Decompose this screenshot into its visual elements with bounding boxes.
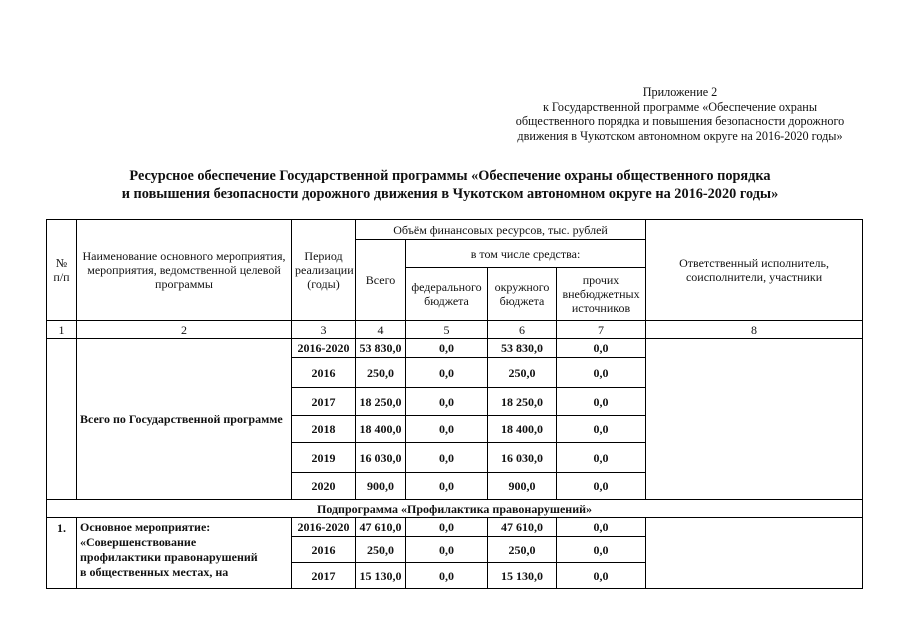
district-cell: 250,0 — [488, 358, 557, 388]
col-number: 8 — [646, 321, 863, 339]
federal-cell: 0,0 — [406, 388, 488, 416]
federal-cell: 0,0 — [406, 518, 488, 537]
item-number: 1. — [47, 518, 77, 589]
other-cell: 0,0 — [557, 416, 646, 443]
other-cell: 0,0 — [557, 358, 646, 388]
district-cell: 53 830,0 — [488, 339, 557, 358]
header-name: Наименование основного мероприятия, мероприятия, ведомственной целевой программы — [77, 220, 292, 321]
document-title — [40, 167, 860, 203]
header-period: Период реализации (годы) — [292, 220, 356, 321]
header-federal: федерального бюджета — [406, 268, 488, 321]
header-including: в том числе средства: — [406, 240, 646, 268]
total-label: Всего по Государственной программе — [77, 339, 292, 500]
period-cell: 2017 — [292, 388, 356, 416]
appendix-line: общественного порядка и повышения безопасности дорожного — [515, 114, 845, 128]
total-cell: 47 610,0 — [356, 518, 406, 537]
other-cell: 0,0 — [557, 339, 646, 358]
header-volume: Объём финансовых ресурсов, тыс. рублей — [356, 220, 646, 240]
col-number: 1 — [47, 321, 77, 339]
district-cell: 900,0 — [488, 473, 557, 500]
federal-cell: 0,0 — [406, 339, 488, 358]
district-cell: 16 030,0 — [488, 443, 557, 473]
federal-cell: 0,0 — [406, 416, 488, 443]
item-responsible-cell — [646, 518, 863, 589]
period-cell: 2016 — [292, 358, 356, 388]
other-cell: 0,0 — [557, 388, 646, 416]
total-cell: 53 830,0 — [356, 339, 406, 358]
period-cell: 2018 — [292, 416, 356, 443]
district-cell: 250,0 — [488, 537, 557, 563]
resource-table — [46, 219, 863, 589]
title-line-2: и повышения безопасности дорожного движения в Чукотском автономном округе на 2016-2020 годы» — [121, 186, 779, 202]
other-cell: 0,0 — [557, 443, 646, 473]
federal-cell: 0,0 — [406, 358, 488, 388]
federal-cell: 0,0 — [406, 473, 488, 500]
item-name-line: «Совершенствование — [80, 535, 197, 549]
col-number: 3 — [292, 321, 356, 339]
title-line-1: Ресурсное обеспечение Государственной программы «Обеспечение охраны общественного порядка — [129, 168, 771, 184]
item-name-line: в общественных местах, на — [80, 565, 229, 579]
column-number-row — [47, 321, 863, 339]
subprogram-title: Подпрограмма «Профилактика правонарушений» — [47, 500, 863, 518]
appendix-line: к Государственной программе «Обеспечение охраны — [542, 99, 818, 114]
appendix-note — [470, 85, 890, 143]
header-num: № п/п — [47, 220, 77, 321]
total-num-cell — [47, 339, 77, 500]
period-cell: 2016-2020 — [292, 518, 356, 537]
period-cell: 2019 — [292, 443, 356, 473]
subprogram-row — [47, 500, 863, 518]
federal-cell: 0,0 — [406, 443, 488, 473]
period-cell: 2016-2020 — [292, 339, 356, 358]
other-cell: 0,0 — [557, 563, 646, 589]
table-row — [47, 518, 863, 537]
total-responsible-cell — [646, 339, 863, 500]
header-district: окружного бюджета — [488, 268, 557, 321]
item-name-line: Основное мероприятие: — [80, 520, 211, 534]
appendix-line: движения в Чукотском автономном округе на 2016-2020 годы» — [517, 128, 843, 143]
district-cell: 15 130,0 — [488, 563, 557, 589]
header-responsible: Ответственный исполнитель, соисполнители, участники — [646, 220, 863, 321]
table-row — [47, 339, 863, 358]
total-cell: 18 400,0 — [356, 416, 406, 443]
item-name — [77, 518, 292, 589]
col-number: 2 — [77, 321, 292, 339]
federal-cell: 0,0 — [406, 563, 488, 589]
total-cell: 250,0 — [356, 537, 406, 563]
period-cell: 2016 — [292, 537, 356, 563]
header-total: Всего — [356, 240, 406, 321]
other-cell: 0,0 — [557, 518, 646, 537]
total-cell: 900,0 — [356, 473, 406, 500]
item-name-line: профилактики правонарушений — [80, 550, 258, 564]
appendix-line: Приложение 2 — [642, 85, 718, 99]
col-number: 5 — [406, 321, 488, 339]
other-cell: 0,0 — [557, 473, 646, 500]
period-cell: 2017 — [292, 563, 356, 589]
federal-cell: 0,0 — [406, 537, 488, 563]
total-cell: 15 130,0 — [356, 563, 406, 589]
district-cell: 18 250,0 — [488, 388, 557, 416]
header-other: прочих внебюджетных источников — [557, 268, 646, 321]
total-cell: 18 250,0 — [356, 388, 406, 416]
col-number: 7 — [557, 321, 646, 339]
period-cell: 2020 — [292, 473, 356, 500]
col-number: 6 — [488, 321, 557, 339]
district-cell: 18 400,0 — [488, 416, 557, 443]
other-cell: 0,0 — [557, 537, 646, 563]
district-cell: 47 610,0 — [488, 518, 557, 537]
total-cell: 250,0 — [356, 358, 406, 388]
col-number: 4 — [356, 321, 406, 339]
total-cell: 16 030,0 — [356, 443, 406, 473]
